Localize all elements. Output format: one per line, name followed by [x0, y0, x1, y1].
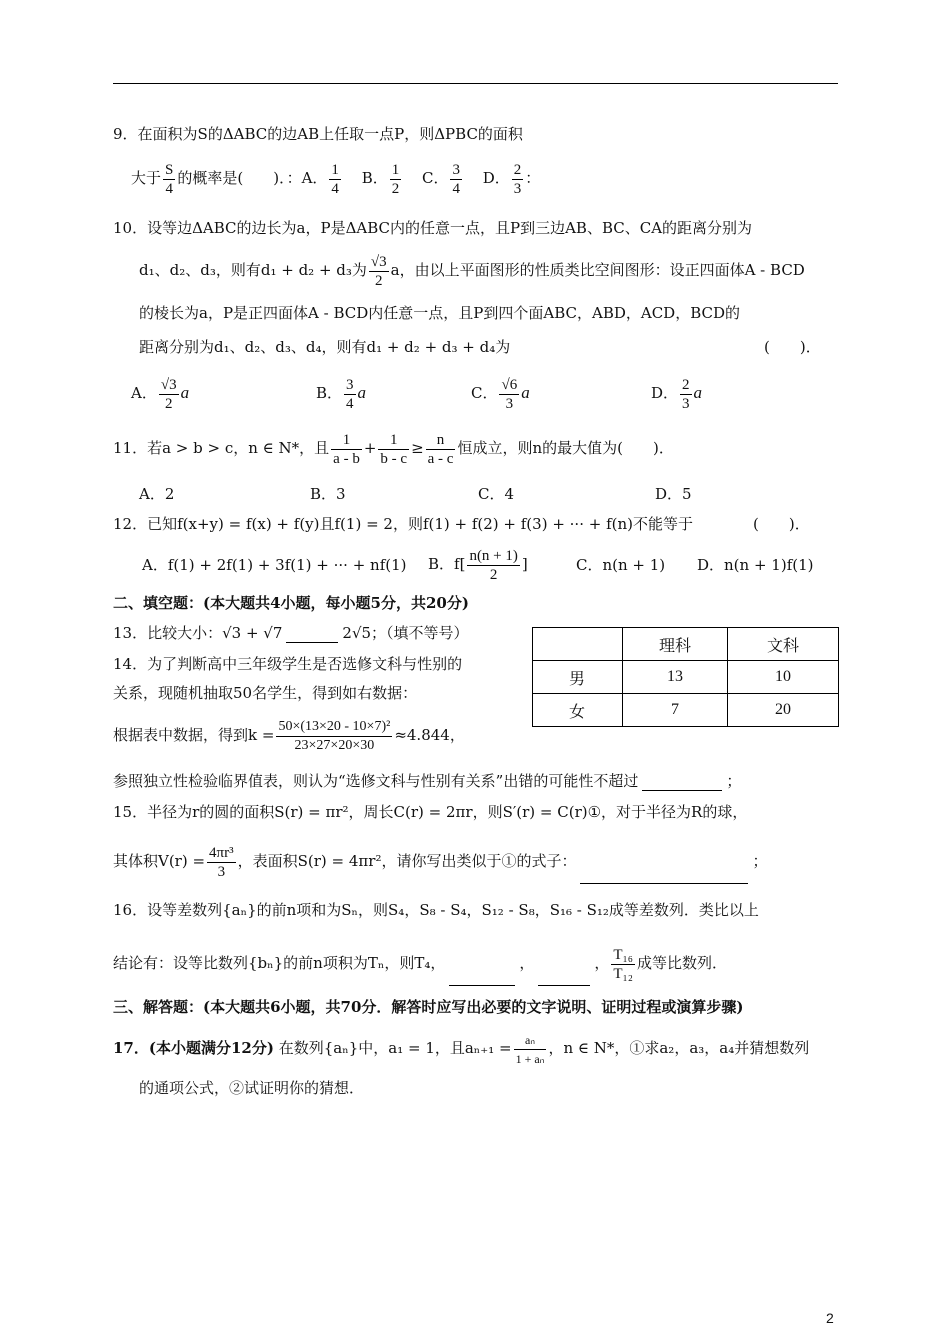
q15-line2 — [113, 838, 767, 884]
q10-option-a — [131, 372, 189, 414]
q9-opt-c — [450, 161, 462, 198]
q11-frac3 — [426, 431, 456, 468]
q10-opt-c-num: √6 — [501, 376, 518, 393]
q10-opt-d-den: 3 — [682, 395, 690, 412]
q11-frac2-den: b - c — [380, 450, 408, 467]
q12-line1: 12．已知f(x+y) = f(x) + f(y)且f(1) = 2，则f(1) + f(2) + f(3) + ··· + f(n)不能等于 — [113, 515, 693, 533]
q10-opt-c-den: 3 — [505, 395, 514, 412]
q9-frac-num: S — [165, 161, 174, 178]
q14-suffix: ≈4.844， — [394, 726, 465, 744]
q10-frac-num: √3 — [370, 253, 387, 270]
q12-opt-b-num: n(n + 1) — [469, 547, 518, 564]
q9-mid: 的概率是( )．：A． — [177, 169, 328, 187]
q11-frac2 — [378, 431, 409, 468]
q11-option-d: D．5 — [655, 485, 692, 503]
q10-option-d — [651, 372, 702, 414]
q9-opt-a — [329, 161, 341, 198]
q10-opt-d-label: D． — [651, 384, 679, 402]
q13-blank — [286, 626, 338, 643]
page-number: 2 — [826, 1310, 834, 1326]
q10-option-b — [316, 372, 366, 414]
q11-frac3-den: a - c — [427, 450, 454, 467]
q14-line3 — [113, 712, 465, 758]
q10-opt-a-frac — [159, 376, 179, 413]
q9-tail: ： — [525, 169, 541, 187]
q9-opt-d-label: D． — [482, 169, 510, 187]
q12-answer-paren: ( )． — [753, 515, 810, 533]
q9-fraction — [163, 161, 175, 198]
q16-fraction — [611, 946, 635, 983]
q15-tail: ； — [752, 852, 768, 870]
q10-opt-b-frac — [344, 376, 356, 413]
q12-option-d: D．n(n + 1)f(1) — [697, 556, 814, 574]
q10-opt-d-var: a — [693, 383, 703, 402]
q10-line2a: d₁、d₂、d₃，则有d₁ + d₂ + d₃为 — [139, 261, 367, 279]
q17-line2: 的通项公式，②试证明你的猜想． — [139, 1079, 365, 1097]
q17-line1 — [113, 1026, 809, 1070]
q10-opt-a-num: √3 — [160, 376, 177, 393]
q9-opt-b-num: 1 — [391, 161, 400, 178]
q11-frac1-num: 1 — [331, 431, 362, 450]
q9-opt-a-den: 4 — [331, 180, 339, 197]
q16-line2 — [113, 940, 727, 986]
q16-blank-2 — [538, 969, 590, 986]
q10-line4: 距离分别为d₁、d₂、d₃、d₄，则有d₁ + d₂ + d₃ + d₄为 — [139, 338, 511, 356]
q12-opt-b-suffix: ] — [521, 555, 528, 573]
table-header-cell — [533, 628, 623, 661]
q9-opt-a-num: 1 — [331, 161, 339, 178]
q11-prefix: 11．若a > b > c，n ∈ N*，且 — [113, 439, 330, 457]
q14-fraction — [276, 718, 392, 755]
q9-opt-d-den: 3 — [513, 180, 522, 197]
q10-opt-a-var: a — [180, 383, 190, 402]
q13-prefix: 13．比较大小：√3 + √7 — [113, 624, 283, 642]
q11-frac3-num: n — [426, 431, 456, 450]
q11-frac1-den: a - b — [333, 450, 360, 467]
table-header-cell: 文科 — [728, 628, 839, 661]
table-header-cell: 理科 — [623, 628, 728, 661]
q14-blank — [642, 774, 722, 791]
q10-line2 — [139, 250, 805, 290]
q10-opt-b-var: a — [357, 383, 367, 402]
table-row — [533, 694, 839, 727]
q10-opt-c-frac — [499, 376, 519, 413]
q10-opt-b-den: 4 — [346, 395, 354, 412]
q16-frac-den: T₁₂ — [613, 965, 634, 982]
section-solution-title: 三、解答题：(本大题共6小题，共70分．解答时应写出必要的文字说明、证明过程或演算步骤) — [113, 998, 744, 1016]
q16-suffix: 成等比数列． — [637, 954, 728, 972]
section-fill-in-title: 二、填空题：(本大题共4小题，每小题5分，共20分) — [113, 594, 469, 612]
q10-line2b: a，由以上平面图形的性质类比空间图形：设正四面体A - BCD — [390, 261, 805, 279]
q15-frac-num: 4πr³ — [209, 844, 234, 861]
q16-comma: ， — [594, 954, 610, 972]
q9-opt-b-den: 2 — [391, 180, 400, 197]
q11-suffix: 恒成立，则n的最大值为( )． — [457, 439, 674, 457]
q10-frac-den: 2 — [375, 272, 383, 289]
q12-option-b — [428, 543, 528, 585]
q16-line1: 16．设等差数列{aₙ}的前n项和为Sₙ，则S₄，S₈ - S₄，S₁₂ - S₈，S₁₆ - S₁₂成等差数列．类比以上 — [113, 901, 759, 919]
q16-comma: ， — [519, 954, 535, 972]
q14-frac-num: 50×(13×20 - 10×7)² — [276, 718, 392, 737]
table-row — [533, 661, 839, 694]
q17-fraction — [514, 1031, 547, 1068]
q15-mid: ，表面积S(r) = 4πr²，请你写出类似于①的式子： — [237, 852, 577, 870]
q11-frac1 — [331, 431, 362, 468]
q10-line3: 的棱长为a，P是正四面体A - BCD内任意一点，且P到四个面ABC，ABD，ACD，BCD的 — [139, 304, 741, 322]
q10-line1: 10．设等边ΔABC的边长为a，P是ΔABC内的任意一点，且P到三边AB、BC、CA的距离分别为 — [113, 219, 753, 237]
q10-answer-paren: ( )． — [764, 338, 821, 356]
q14-line4-text: 参照独立性检验临界值表，则认为“选修文科与性别有关系”出错的可能性不超过 — [113, 772, 639, 790]
q9-opt-c-den: 4 — [452, 180, 460, 197]
q10-opt-a-label: A． — [131, 384, 157, 402]
q10-opt-d-num: 2 — [682, 376, 690, 393]
q17-suffix: ，n ∈ N*，①求a₂，a₃，a₄并猜想数列 — [548, 1039, 810, 1057]
table-header-row — [533, 628, 839, 661]
q16-prefix: 结论有：设等比数列{bₙ}的前n项积为Tₙ，则T₄， — [113, 954, 446, 972]
table-cell: 10 — [728, 661, 839, 694]
q12-option-c: C．n(n + 1) — [576, 556, 666, 574]
q14-prefix: 根据表中数据，得到k = — [113, 726, 275, 744]
q9-line2 — [131, 158, 540, 198]
q10-opt-c-var: a — [521, 383, 530, 402]
q14-line4-tail: ； — [726, 772, 742, 790]
q15-line1: 15．半径为r的圆的面积S(r) = πr²，周长C(r) = 2πr，则S′(r) = C(r)①，对于半径为R的球， — [113, 803, 748, 821]
q11-line1 — [113, 428, 674, 468]
q11-option-b: B．3 — [310, 485, 346, 503]
q11-option-c: C．4 — [478, 485, 515, 503]
q13-suffix: 2√5；（填不等号） — [342, 624, 469, 642]
q15-frac-den: 3 — [217, 863, 226, 880]
q17-frac-num: aₙ — [514, 1031, 547, 1050]
q14-frac-den: 23×27×20×30 — [294, 737, 375, 753]
q16-blank-1 — [449, 969, 515, 986]
q9-opt-b-label: B． — [361, 169, 388, 187]
q14-line4 — [113, 771, 741, 791]
q15-blank — [580, 867, 748, 884]
q10-option-c — [471, 372, 530, 414]
q9-opt-c-num: 3 — [452, 161, 460, 178]
q10-opt-b-label: B． — [316, 384, 343, 402]
q10-opt-b-num: 3 — [346, 376, 354, 393]
q13-line — [113, 623, 469, 643]
q10-opt-c-label: C． — [471, 384, 498, 402]
q14-line2: 关系，现随机抽取50名学生，得到如右数据： — [113, 684, 418, 702]
table-cell: 男 — [533, 661, 623, 694]
contingency-table — [532, 627, 839, 727]
q9-line1: 9．在面积为S的ΔABC的边AB上任取一点P，则ΔPBC的面积 — [113, 125, 523, 143]
q11-option-a: A．2 — [139, 485, 175, 503]
q9-frac-den: 4 — [165, 180, 173, 197]
table-cell: 女 — [533, 694, 623, 727]
q9-opt-d — [512, 161, 524, 198]
q10-fraction — [369, 253, 389, 290]
q9-opt-c-label: C． — [422, 169, 449, 187]
table-cell: 13 — [623, 661, 728, 694]
q17-mid: 在数列{aₙ}中，a₁ = 1，且aₙ₊₁ = — [278, 1039, 512, 1057]
q15-prefix: 其体积V(r) = — [113, 852, 206, 870]
q12-opt-b-den: 2 — [489, 566, 498, 583]
q12-opt-b-prefix: B．f[ — [428, 555, 466, 573]
q11-plus: + — [363, 439, 377, 457]
q9-prefix: 大于 — [131, 169, 162, 187]
q14-line1: 14．为了判断高中三年级学生是否选修文科与性别的 — [113, 655, 463, 673]
q17-label: 17．(本小题满分12分) — [113, 1039, 274, 1057]
q15-fraction — [207, 844, 236, 881]
q9-opt-b — [390, 161, 402, 198]
q9-opt-d-num: 2 — [513, 161, 522, 178]
q10-opt-d-frac — [680, 376, 692, 413]
q10-opt-a-den: 2 — [164, 395, 173, 412]
q12-opt-b-frac — [467, 547, 519, 584]
q16-frac-num: T₁₆ — [613, 946, 634, 963]
q17-frac-den: 1 + aₙ — [515, 1051, 545, 1066]
q11-frac2-num: 1 — [378, 431, 409, 450]
q12-option-a: A．f(1) + 2f(1) + 3f(1) + ··· + nf(1) — [142, 556, 407, 574]
q11-geq: ≥ — [411, 439, 424, 457]
table-cell: 20 — [728, 694, 839, 727]
header-rule — [113, 83, 838, 84]
table-cell: 7 — [623, 694, 728, 727]
